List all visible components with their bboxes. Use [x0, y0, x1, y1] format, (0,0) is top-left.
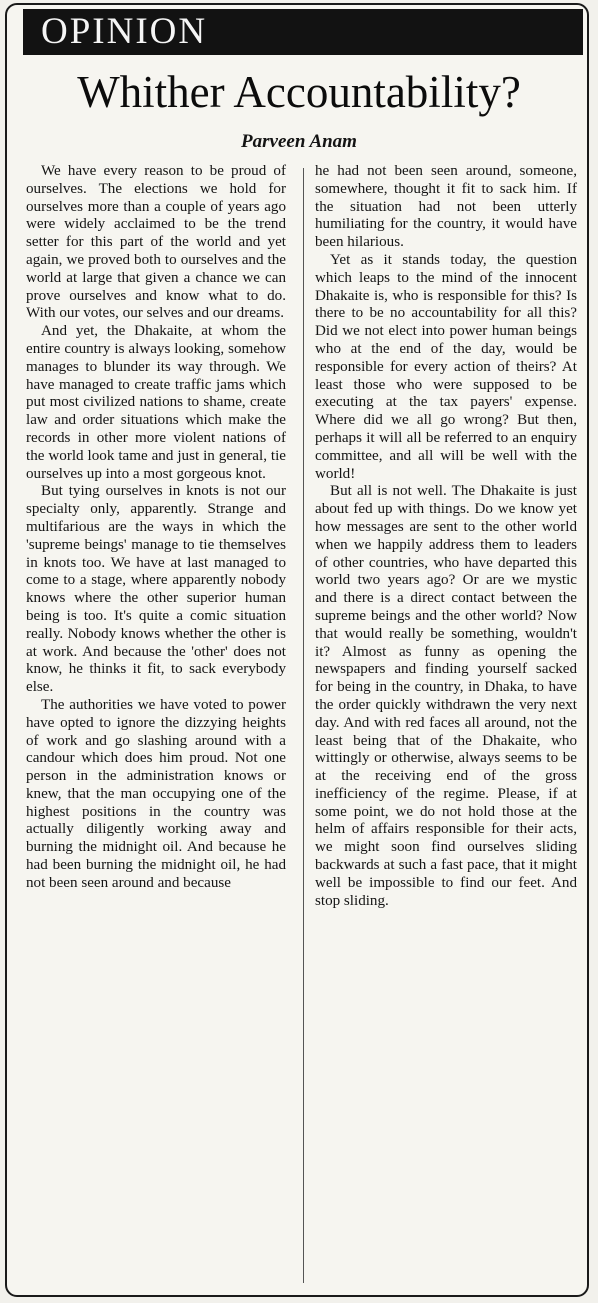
paragraph-continued: he had not been seen around, someone, somewhere, thought it fit to sack him. If the situation had not been utterly humiliating for the country, it would have been hilarious.	[315, 163, 577, 251]
byline: Parveen Anam	[241, 131, 357, 152]
headline: Whither Accountability?	[77, 67, 521, 117]
section-label: OPINION	[41, 11, 208, 52]
paragraph: And yet, the Dhakaite, at whom the entire country is always looking, somehow manages to blunder its way through. We have managed to create traffic jams which put most civilized nations to shame, create law and order situations which make the records in other more violent nations of the world look tame and just in general, tie ourselves up into a most gorgeous knot.	[26, 323, 286, 482]
paragraph: We have every reason to be proud of ourselves. The elections we hold for ourselves more than a couple of years ago were widely acclaimed to be the trend setter for this part of the world and yet again, we proved both to ourselves and the world at large that given a chance we can prove ourselves and know what to do. With our votes, our selves and our dreams.	[26, 163, 286, 322]
right-column	[315, 163, 577, 910]
paragraph: Yet as it stands today, the question which leaps to the mind of the innocent Dhakaite is, who is responsible for this? Is there to be no accountability for all this? Did we not elect into power human beings who at the end of the day, would be responsible for every action of theirs? At least those who were supposed to be executing at the tax payers' expense. Where did we all go wrong? But then, perhaps it will all be referred to an enquiry committee, and all will be well with the world!	[315, 251, 577, 482]
left-column	[26, 163, 286, 893]
paragraph: But tying ourselves in knots is not our specialty only, apparently. Strange and multifarious are the ways in which the 'supreme beings' manage to tie themselves in knots too. We have at last managed to come to a stage, where apparently nobody knows where the other superior human being is too. It's quite a comic situation really. Nobody knows whether the other is at work. And because the 'other' does not know, he thinks it fit, to sack everybody else.	[26, 483, 286, 696]
paragraph: The authorities we have voted to power have opted to ignore the dizzying heights of work and go slashing around with a candour which does him proud. Not one person in the administration knows or knew, that the man occupying one of the highest positions in the country was actually diligently working away and burning the midnight oil. And because he had been burning the midnight oil, he had not been seen around and because	[26, 696, 286, 891]
paragraph: But all is not well. The Dhakaite is just about fed up with things. Do we know yet how messages are sent to the other world when we happily address them to leaders of other countries, who have departed this world two years ago? Or are we mystic and there is a direct contact between the supreme beings and the other world? Now that would really be something, wouldn't it? Almost as funny as opening the newspapers and finding yourself sacked for being in the country, in Dhaka, to have the order quickly withdrawn the very next day. And with red faces all around, not the least being that of the Dhakaite, who wittingly or otherwise, always seems to be at the receiving end of the gross inefficiency of the regime. Please, if at some point, we do not hold those at the helm of affairs responsible for their acts, we might soon find ourselves sliding backwards at such a fast pace, that it might well be impossible to find our feet. And stop sliding.	[315, 483, 577, 909]
section-banner	[23, 9, 583, 55]
column-divider	[303, 168, 304, 1283]
